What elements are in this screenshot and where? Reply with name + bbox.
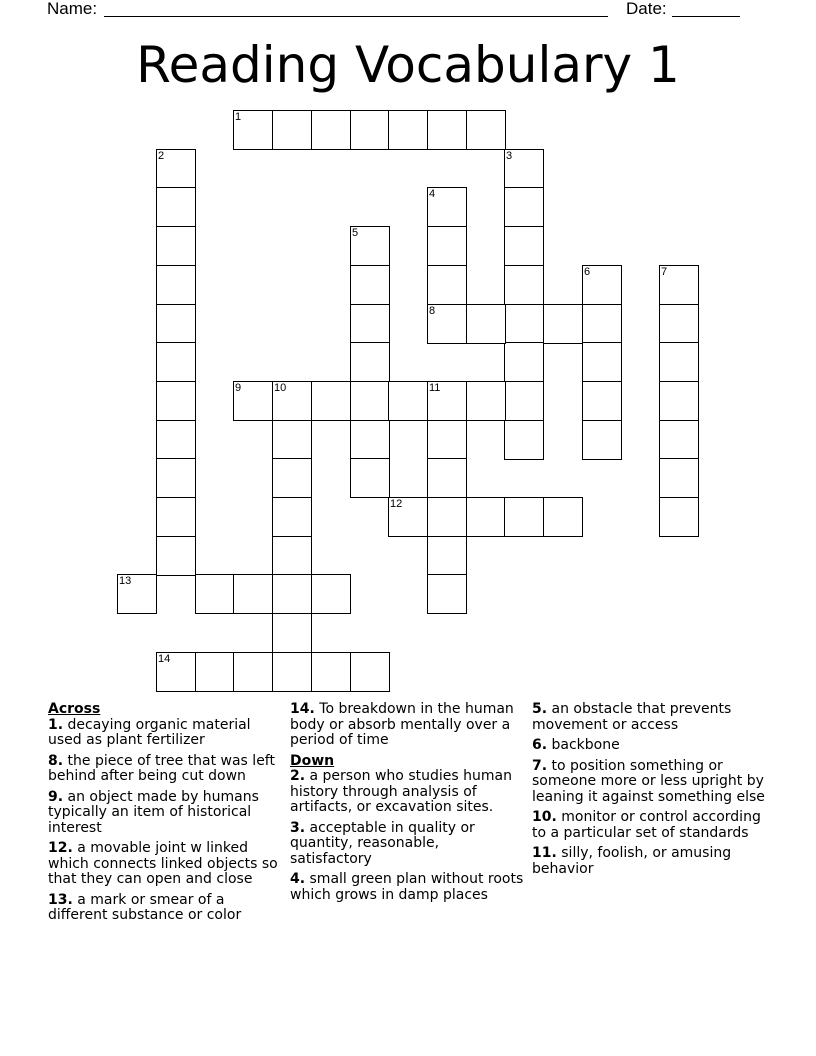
- grid-cell[interactable]: [466, 110, 506, 150]
- grid-cell[interactable]: [427, 187, 467, 227]
- grid-cell[interactable]: [466, 497, 506, 537]
- grid-cell[interactable]: [466, 381, 506, 421]
- grid-cell[interactable]: [272, 497, 312, 537]
- clue-number: 8.: [48, 752, 64, 769]
- grid-cell[interactable]: [659, 265, 699, 305]
- grid-cell[interactable]: [504, 381, 544, 421]
- clue-number-label: 4: [429, 188, 436, 200]
- grid-cell[interactable]: [272, 574, 312, 614]
- grid-cell[interactable]: [156, 652, 196, 692]
- clue-across-1: [48, 718, 284, 749]
- grid-cell[interactable]: [504, 497, 544, 537]
- grid-cell[interactable]: [388, 381, 428, 421]
- clue-text: To breakdown in the human body or absorb mentally over a period of time: [290, 701, 514, 748]
- clue-number-label: 5: [352, 227, 359, 239]
- grid-cell[interactable]: [156, 226, 196, 266]
- clue-number-label: 9: [235, 382, 242, 394]
- grid-cell[interactable]: [156, 187, 196, 227]
- grid-cell[interactable]: [427, 226, 467, 266]
- grid-cell[interactable]: [504, 420, 544, 460]
- clue-across-14: [290, 702, 524, 749]
- grid-cell[interactable]: [272, 613, 312, 653]
- grid-cell[interactable]: [117, 574, 157, 614]
- grid-cell[interactable]: [272, 110, 312, 150]
- grid-cell[interactable]: [272, 420, 312, 460]
- clue-number: 7.: [532, 757, 548, 774]
- grid-cell[interactable]: [233, 652, 273, 692]
- clue-number-label: 14: [158, 653, 171, 665]
- clue-number-label: 11: [429, 382, 441, 394]
- clue-number: 14.: [290, 701, 315, 717]
- clue-number: 5.: [532, 701, 548, 717]
- clue-across-8: [48, 754, 284, 785]
- page-title: Reading Vocabulary 1: [136, 36, 680, 94]
- grid-cell[interactable]: [233, 110, 273, 150]
- grid-cell[interactable]: [272, 458, 312, 498]
- grid-cell[interactable]: [156, 342, 196, 382]
- grid-cell[interactable]: [156, 304, 196, 344]
- grid-cell[interactable]: [350, 652, 390, 692]
- grid-cell[interactable]: [504, 342, 544, 382]
- clue-down-5: [532, 702, 770, 733]
- grid-cell[interactable]: [659, 342, 699, 382]
- clue-text: backbone: [551, 737, 620, 753]
- clue-text: an obstacle that prevents movement or access: [532, 701, 732, 733]
- grid-cell[interactable]: [350, 342, 390, 382]
- clues-column-3: [532, 702, 770, 882]
- clue-down-2: [290, 769, 524, 816]
- clue-number: 12.: [48, 840, 73, 856]
- clue-number: 3.: [290, 819, 306, 836]
- grid-cell[interactable]: [582, 265, 622, 305]
- clue-number: 11.: [532, 845, 557, 861]
- clue-number-label: 10: [274, 382, 287, 394]
- clue-number: 2.: [290, 768, 306, 784]
- clue-text: a movable joint w linked which connects linked objects so that they can open and close: [48, 840, 278, 887]
- grid-cell[interactable]: [195, 574, 235, 614]
- down-heading: Down: [290, 752, 335, 769]
- clue-across-12: [48, 841, 284, 888]
- grid-cell[interactable]: [233, 574, 273, 614]
- across-heading: Across: [48, 701, 101, 717]
- clue-number: 10.: [532, 809, 557, 825]
- clue-text: decaying organic material used as plant fertilizer: [48, 716, 251, 748]
- clue-number: 13.: [48, 891, 73, 908]
- clue-text: silly, foolish, or amusing behavior: [532, 845, 732, 877]
- clue-down-6: [532, 738, 770, 754]
- grid-cell[interactable]: [311, 652, 351, 692]
- grid-cell[interactable]: [659, 304, 699, 344]
- grid-cell[interactable]: [427, 420, 467, 460]
- grid-cell[interactable]: [272, 536, 312, 576]
- clue-number: 9.: [48, 788, 64, 805]
- grid-cell[interactable]: [427, 304, 467, 344]
- grid-cell[interactable]: [427, 574, 467, 614]
- clue-down-7: [532, 759, 770, 806]
- clue-number-label: 12: [390, 498, 403, 510]
- clue-down-10: [532, 810, 770, 841]
- grid-cell[interactable]: [427, 381, 467, 421]
- grid-cell[interactable]: [272, 652, 312, 692]
- date-label: Date:: [626, 0, 667, 18]
- grid-cell[interactable]: [311, 381, 351, 421]
- clue-down-3: [290, 821, 524, 868]
- clue-text: monitor or control according to a particular set of standards: [532, 809, 761, 841]
- clues-column-1: [48, 702, 284, 929]
- grid-cell[interactable]: [659, 420, 699, 460]
- grid-cell[interactable]: [543, 497, 583, 537]
- name-label: Name:: [47, 0, 98, 18]
- grid-cell[interactable]: [659, 381, 699, 421]
- clue-across-9: [48, 790, 284, 837]
- clue-text: a mark or smear of a different substance or color: [48, 891, 242, 923]
- clue-text: the piece of tree that was left behind after being cut down: [48, 752, 275, 784]
- grid-cell[interactable]: [466, 304, 506, 344]
- clues-column-2: [290, 702, 524, 908]
- clue-text: acceptable in quality or quantity, reasonable, satisfactory: [290, 819, 475, 867]
- grid-cell[interactable]: [156, 265, 196, 305]
- clue-number: 1.: [48, 716, 64, 733]
- clue-text: a person who studies human history through analysis of artifacts, or excavation sites.: [290, 768, 512, 815]
- grid-cell[interactable]: [582, 342, 622, 382]
- grid-cell[interactable]: [350, 420, 390, 460]
- clue-text: small green plan without roots which grows in damp places: [290, 871, 524, 903]
- grid-cell[interactable]: [427, 497, 467, 537]
- grid-cell[interactable]: [156, 458, 196, 498]
- grid-cell[interactable]: [504, 304, 544, 344]
- clue-number: 6.: [532, 737, 548, 753]
- clue-text: an object made by humans typically an item of historical interest: [48, 788, 259, 836]
- clue-number: 4.: [290, 871, 306, 887]
- clue-down-11: [532, 846, 770, 877]
- clue-text: to position something or someone more or less upright by leaning it against something else: [532, 757, 765, 805]
- grid-cell[interactable]: [350, 381, 390, 421]
- grid-cell[interactable]: [156, 497, 196, 537]
- clue-number-label: 3: [506, 150, 513, 162]
- grid-cell[interactable]: [504, 226, 544, 266]
- clue-number-label: 2: [158, 150, 165, 162]
- grid-cell[interactable]: [350, 458, 390, 498]
- clue-across-13: [48, 893, 284, 924]
- grid-cell[interactable]: [156, 536, 196, 576]
- grid-cell[interactable]: [582, 420, 622, 460]
- grid-cell[interactable]: [311, 574, 351, 614]
- grid-cell[interactable]: [659, 458, 699, 498]
- grid-cell[interactable]: [233, 381, 273, 421]
- clue-number-label: 7: [661, 266, 668, 278]
- clue-number-label: 13: [119, 575, 132, 587]
- grid-cell[interactable]: [156, 149, 196, 189]
- grid-cell[interactable]: [156, 420, 196, 460]
- grid-cell[interactable]: [582, 304, 622, 344]
- grid-cell[interactable]: [388, 497, 428, 537]
- grid-cell[interactable]: [195, 652, 235, 692]
- grid-cell[interactable]: [659, 497, 699, 537]
- grid-cell[interactable]: [504, 265, 544, 305]
- grid-cell[interactable]: [427, 536, 467, 576]
- grid-cell[interactable]: [350, 265, 390, 305]
- grid-cell[interactable]: [582, 381, 622, 421]
- grid-cell[interactable]: [350, 226, 390, 266]
- grid-cell[interactable]: [504, 187, 544, 227]
- grid-cell[interactable]: [504, 149, 544, 189]
- grid-cell[interactable]: [272, 381, 312, 421]
- grid-cell[interactable]: [156, 381, 196, 421]
- grid-cell[interactable]: [543, 304, 583, 344]
- clue-number-label: 6: [584, 266, 591, 278]
- grid-cell[interactable]: [427, 458, 467, 498]
- grid-cell[interactable]: [427, 110, 467, 150]
- grid-cell[interactable]: [311, 110, 351, 150]
- grid-cell[interactable]: [350, 304, 390, 344]
- clue-number-label: 1: [235, 111, 242, 123]
- grid-cell[interactable]: [388, 110, 428, 150]
- grid-cell[interactable]: [427, 265, 467, 305]
- clue-down-4: [290, 872, 524, 903]
- clue-number-label: 8: [429, 305, 436, 317]
- grid-cell[interactable]: [350, 110, 390, 150]
